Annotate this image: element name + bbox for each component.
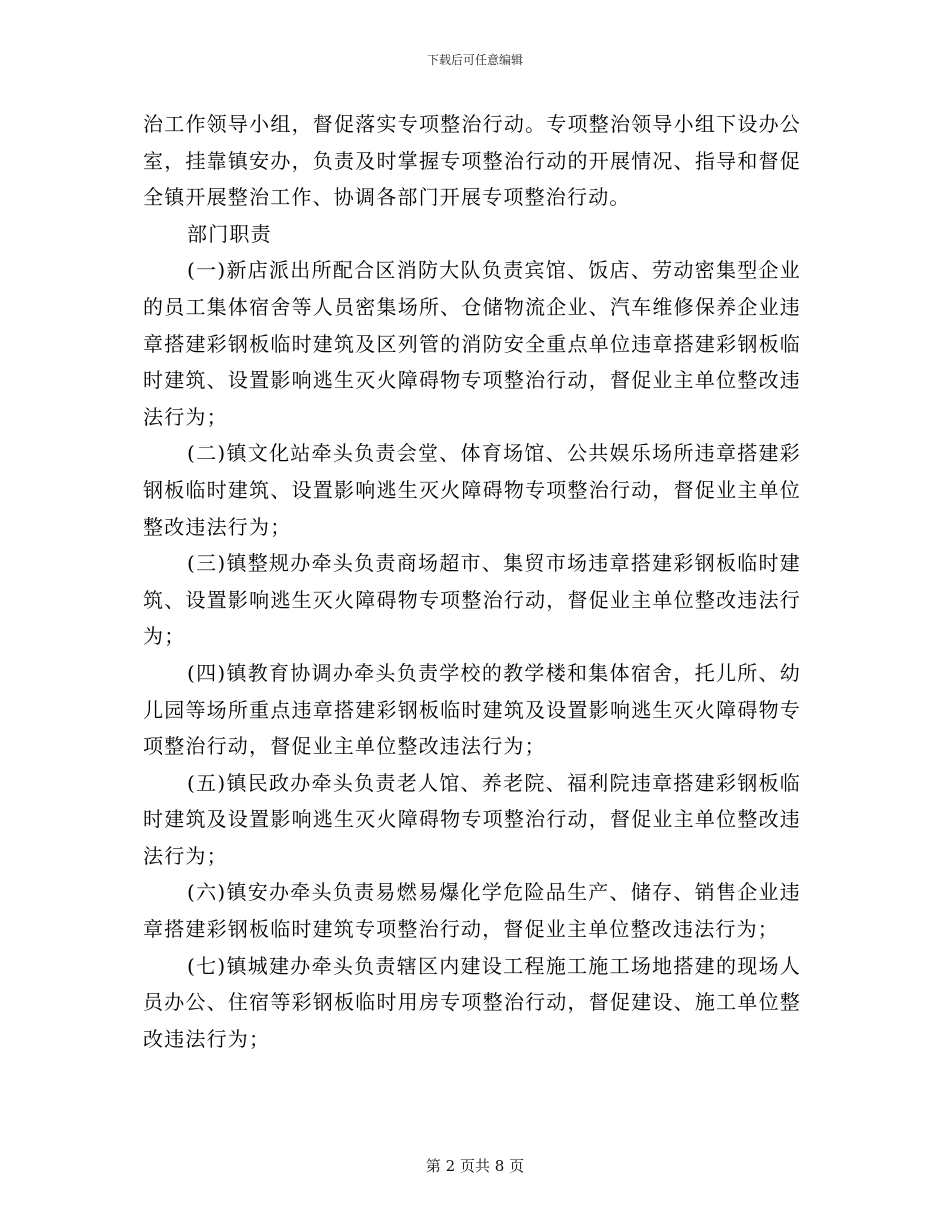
paragraph-item-1: (一)新店派出所配合区消防大队负责宾馆、饭店、劳动密集型企业的员工集体宿舍等人员密集场所、仓储物流企业、汽车维修保养企业违章搭建彩钢板临时建筑及区列管的消防安全重点单位违章搭建彩钢板临时建筑、设置影响逃生灭火障碍物专项整治行动，督促业主单位整改违法行为； bbox=[143, 258, 801, 429]
paragraph-item-7: (七)镇城建办牵头负责辖区内建设工程施工施工场地搭建的现场人员办公、住宿等彩钢板临时用房专项整治行动，督促建设、施工单位整改违法行为； bbox=[143, 953, 801, 1051]
paragraph-item-3: (三)镇整规办牵头负责商场超市、集贸市场违章搭建彩钢板临时建筑、设置影响逃生灭火障碍物专项整治行动，督促业主单位整改违法行为； bbox=[143, 551, 801, 649]
paragraph-item-5: (五)镇民政办牵头负责老人馆、养老院、福利院违章搭建彩钢板临时建筑及设置影响逃生灭火障碍物专项整治行动，督促业主单位整改违法行为； bbox=[143, 770, 801, 868]
document-body bbox=[143, 106, 801, 1057]
page-footer bbox=[0, 1156, 950, 1176]
paragraph-continuation: 治工作领导小组，督促落实专项整治行动。专项整治领导小组下设办公室，挂靠镇安办，负责及时掌握专项整治行动的开展情况、指导和督促全镇开展整治工作、协调各部门开展专项整治行动。 bbox=[143, 112, 801, 210]
section-heading: 部门职责 bbox=[187, 221, 272, 246]
paragraph-item-6: (六)镇安办牵头负责易燃易爆化学危险品生产、储存、销售企业违章搭建彩钢板临时建筑专项整治行动，督促业主单位整改违法行为； bbox=[143, 880, 801, 942]
header-note: 下载后可任意编辑 bbox=[426, 53, 523, 67]
page-number: 第 2 页共 8 页 bbox=[425, 1157, 525, 1175]
paragraph-item-2: (二)镇文化站牵头负责会堂、体育场馆、公共娱乐场所违章搭建彩钢板临时建筑、设置影响逃生灭火障碍物专项整治行动，督促业主单位整改违法行为； bbox=[143, 441, 801, 539]
page-header bbox=[0, 52, 950, 68]
paragraph-item-4: (四)镇教育协调办牵头负责学校的教学楼和集体宿舍，托儿所、幼儿园等场所重点违章搭建彩钢板临时建筑及设置影响逃生灭火障碍物专项整治行动，督促业主单位整改违法行为； bbox=[143, 660, 801, 759]
